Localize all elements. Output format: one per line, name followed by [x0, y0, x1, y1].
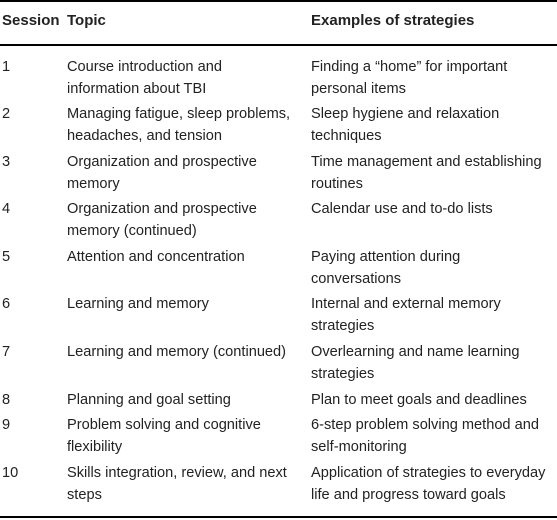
- session-topic: Organization and prospective memory: [67, 154, 257, 192]
- session-number: 5: [2, 249, 11, 265]
- session-topic: Learning and memory (continued): [67, 344, 287, 360]
- table-top-rule: [0, 0, 557, 2]
- table-header-rule: [0, 44, 557, 46]
- session-strategies: Time management and establishing routines: [311, 154, 542, 192]
- session-number: 10: [2, 465, 19, 481]
- session-topic: Planning and goal setting: [67, 392, 231, 408]
- session-number: 4: [2, 201, 11, 217]
- session-strategies: Overlearning and name learning strategies: [311, 344, 520, 382]
- session-topic: Course introduction and information about TBI: [67, 59, 222, 97]
- session-number: 9: [2, 417, 11, 433]
- session-topic: Organization and prospective memory (continued): [67, 201, 257, 239]
- session-topic: Managing fatigue, sleep problems, headaches, and tension: [67, 106, 291, 144]
- session-topic: Problem solving and cognitive flexibility: [67, 417, 261, 455]
- session-strategies: Paying attention during conversations: [311, 249, 461, 287]
- header-topic: Topic: [67, 12, 106, 29]
- session-number: 3: [2, 154, 11, 170]
- session-strategies: Plan to meet goals and deadlines: [311, 392, 527, 408]
- session-strategies: 6-step problem solving method and self-monitoring: [311, 417, 539, 455]
- session-topic: Learning and memory: [67, 296, 209, 312]
- session-strategies: Application of strategies to everyday life and progress toward goals: [311, 465, 546, 503]
- table-bottom-rule: [0, 516, 557, 518]
- session-number: 6: [2, 296, 11, 312]
- header-examples: Examples of strategies: [311, 12, 475, 29]
- session-strategies: Internal and external memory strategies: [311, 296, 501, 334]
- session-number: 8: [2, 392, 11, 408]
- session-strategies: Finding a “home” for important personal items: [311, 59, 508, 97]
- session-topic: Attention and concentration: [67, 249, 245, 265]
- session-number: 2: [2, 106, 11, 122]
- session-topic: Skills integration, review, and next steps: [67, 465, 287, 503]
- session-strategies: Sleep hygiene and relaxation techniques: [311, 106, 500, 144]
- session-number: 1: [2, 59, 11, 75]
- session-number: 7: [2, 344, 11, 360]
- header-session: Session: [2, 12, 60, 29]
- session-strategies: Calendar use and to-do lists: [311, 201, 493, 217]
